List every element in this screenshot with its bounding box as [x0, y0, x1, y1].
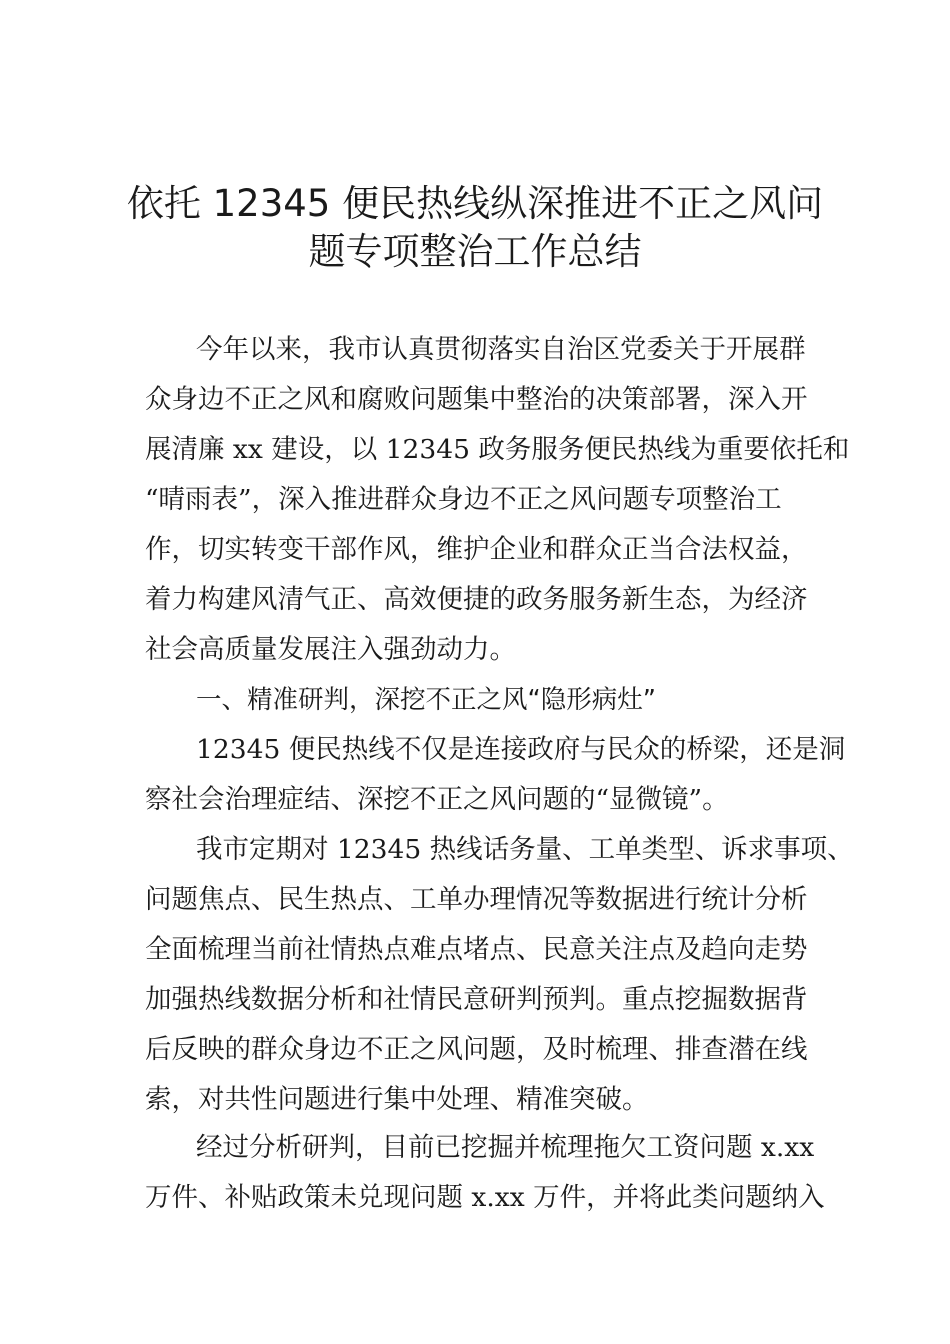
document-title-line-1: 依托 12345 便民热线纵深推进不正之风问 [126, 182, 824, 225]
paragraph-1-line-1: 今年以来，我市认真贯彻落实自治区党委关于开展群 [196, 334, 806, 365]
paragraph-1-line-4: “晴雨表”，深入推进群众身边不正之风问题专项整治工 [145, 484, 782, 515]
document-title-line-2: 题专项整治工作总结 [308, 230, 642, 273]
paragraph-2-line-1: 12345 便民热线不仅是连接政府与民众的桥梁，还是洞 [196, 734, 846, 765]
paragraph-3-line-4: 加强热线数据分析和社情民意研判预判。重点挖掘数据背 [145, 984, 808, 1015]
paragraph-1-line-5: 作，切实转变干部作风，维护企业和群众正当合法权益， [145, 534, 808, 565]
paragraph-3-line-1: 我市定期对 12345 热线话务量、工单类型、诉求事项、 [196, 834, 854, 865]
paragraph-2-line-2: 察社会治理症结、深挖不正之风问题的“显微镜”。 [145, 784, 729, 815]
paragraph-4-line-1: 经过分析研判，目前已挖掘并梳理拖欠工资问题 x.xx [196, 1132, 815, 1163]
paragraph-3-line-2: 问题焦点、民生热点、工单办理情况等数据进行统计分析 [145, 884, 808, 915]
paragraph-3-line-6: 索，对共性问题进行集中处理、精准突破。 [145, 1084, 649, 1115]
paragraph-3-line-5: 后反映的群众身边不正之风问题，及时梳理、排查潜在线 [145, 1034, 808, 1065]
paragraph-1-line-6: 着力构建风清气正、高效便捷的政务服务新生态，为经济 [145, 584, 808, 615]
paragraph-3-line-3: 全面梳理当前社情热点难点堵点、民意关注点及趋向走势 [145, 934, 808, 965]
paragraph-1-line-2: 众身边不正之风和腐败问题集中整治的决策部署，深入开 [145, 384, 808, 415]
paragraph-1-line-3: 展清廉 xx 建设，以 12345 政务服务便民热线为重要依托和 [145, 434, 850, 465]
paragraph-1-line-7: 社会高质量发展注入强劲动力。 [145, 634, 516, 665]
paragraph-4-line-2: 万件、补贴政策未兑现问题 x.xx 万件，并将此类问题纳入 [145, 1182, 825, 1213]
section-heading-1: 一、精准研判，深挖不正之风“隐形病灶” [196, 685, 656, 715]
